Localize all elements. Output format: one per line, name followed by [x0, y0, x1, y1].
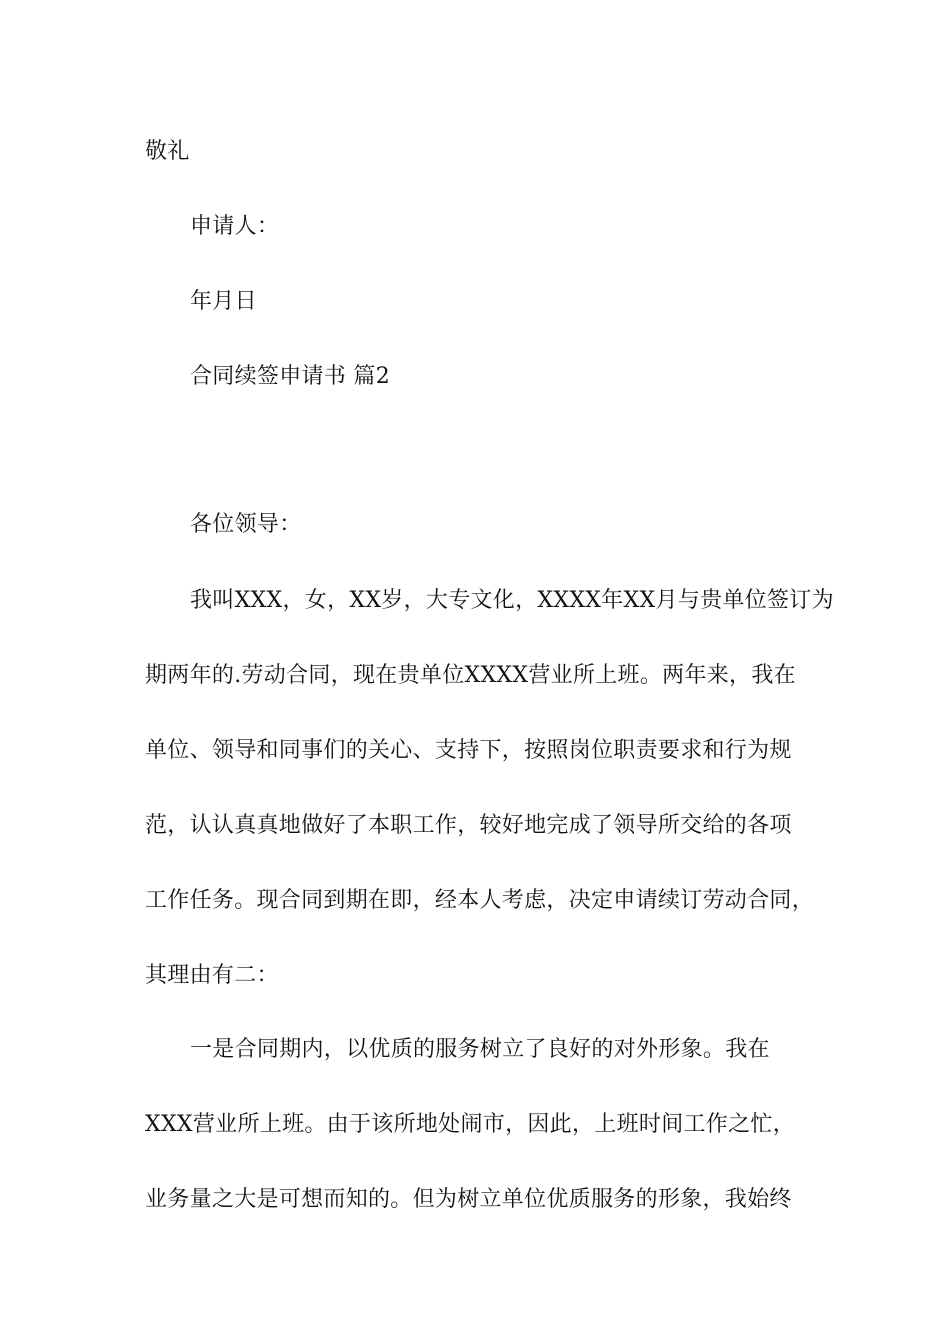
paragraph-line: XXX营业所上班。由于该所地处闹市，因此，上班时间工作之忙， — [145, 1112, 795, 1137]
paragraph-line: 单位、领导和同事们的关心、支持下，按照岗位职责要求和行为规 — [145, 738, 792, 763]
salutation: 各位领导： — [190, 512, 302, 537]
date-label: 年月日 — [190, 289, 257, 314]
paragraph-line: 一是合同期内，以优质的服务树立了良好的对外形象。我在 — [190, 1037, 770, 1062]
paragraph-line: 工作任务。现合同到期在即，经本人考虑，决定申请续订劳动合同， — [145, 888, 815, 913]
paragraph-line: 我叫XXX，女，XX岁，大专文化，XXXX年XX月与贵单位签订为 — [190, 588, 834, 613]
paragraph-line: 期两年的.劳动合同，现在贵单位XXXX营业所上班。两年来，我在 — [145, 663, 796, 688]
closing-text: 敬礼 — [145, 139, 190, 164]
paragraph-line: 其理由有二： — [145, 963, 279, 988]
paragraph-line: 范，认认真真地做好了本职工作，较好地完成了领导所交给的各项 — [145, 813, 792, 838]
section-title: 合同续签申请书 篇2 — [190, 364, 390, 389]
applicant-label: 申请人： — [190, 214, 280, 239]
paragraph-line: 业务量之大是可想而知的。但为树立单位优质服务的形象，我始终 — [145, 1187, 792, 1212]
